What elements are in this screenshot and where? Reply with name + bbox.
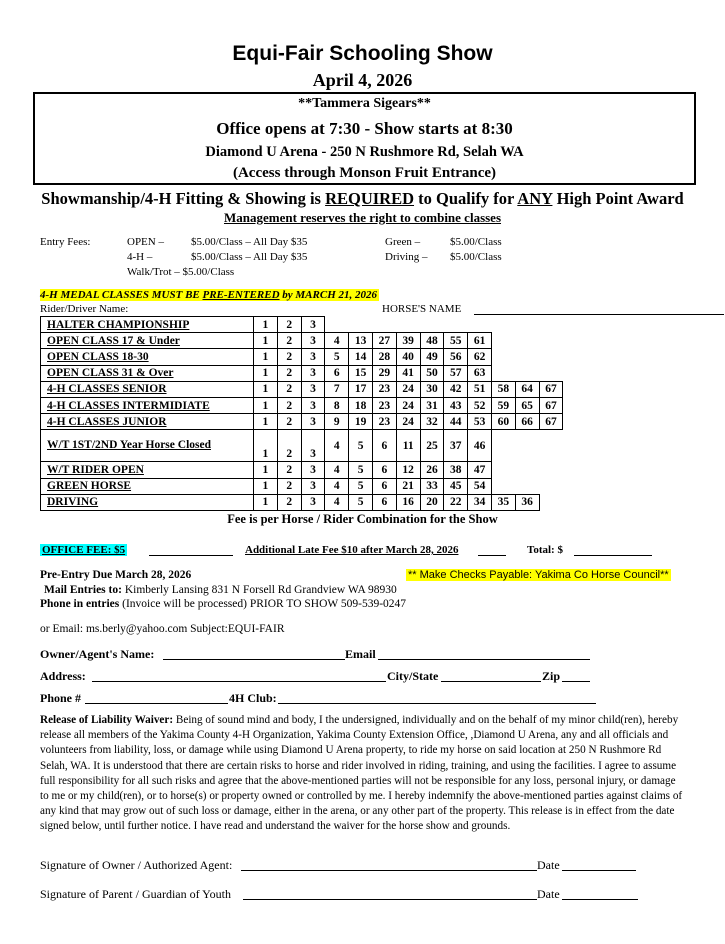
horse-name-line[interactable] (474, 314, 724, 315)
class-number[interactable]: 22 (444, 494, 468, 510)
owner-label: Owner/Agent's Name: (40, 647, 155, 661)
class-number[interactable]: 51 (468, 381, 492, 397)
class-number[interactable]: 6 (372, 462, 396, 478)
class-number[interactable]: 60 (491, 414, 515, 430)
blank-cell (444, 317, 468, 333)
class-table (40, 316, 563, 511)
class-number[interactable]: 65 (515, 397, 539, 413)
phone-label: Phone # (40, 691, 82, 705)
class-row (41, 462, 563, 478)
class-number[interactable]: 1 (254, 430, 278, 462)
club-field[interactable] (278, 692, 596, 704)
class-number[interactable]: 55 (444, 333, 468, 349)
class-number[interactable]: 57 (444, 365, 468, 381)
blank-cell (539, 494, 563, 510)
class-number[interactable]: 2 (277, 414, 301, 430)
blank-cell (420, 317, 444, 333)
class-number[interactable]: 43 (444, 397, 468, 413)
address-field[interactable] (92, 670, 386, 682)
fee-green-value: $5.00/Class (450, 236, 502, 248)
email-entries: or Email: ms.berly@yahoo.com Subject:EQUI-FAIR (40, 623, 285, 635)
class-number[interactable]: 59 (491, 397, 515, 413)
class-number[interactable]: 28 (372, 349, 396, 365)
owner-signature-label: Signature of Owner / Authorized Agent: (40, 858, 233, 872)
class-number[interactable]: 2 (277, 333, 301, 349)
class-number[interactable]: 54 (468, 478, 492, 494)
fee-green-label: Green – (385, 236, 421, 248)
mail-entries: Mail Entries to: Kimberly Lansing 831 N Forsell Rd Grandview WA 98930 (44, 584, 397, 596)
class-number[interactable]: 4 (325, 494, 349, 510)
zip-label: Zip (542, 669, 561, 683)
arena-access: (Access through Monson Fruit Entrance) (232, 165, 497, 181)
zip-field[interactable] (562, 670, 590, 682)
blank-cell (515, 365, 539, 381)
blank-cell (539, 478, 563, 494)
class-number[interactable]: 5 (349, 494, 373, 510)
class-number[interactable]: 67 (539, 397, 563, 413)
rider-horse-row (40, 303, 462, 315)
class-number[interactable]: 17 (349, 381, 373, 397)
class-number[interactable]: 1 (254, 381, 278, 397)
class-number[interactable]: 61 (468, 333, 492, 349)
club-label: 4H Club: (229, 691, 277, 705)
class-number[interactable]: 41 (396, 365, 420, 381)
blank-cell (515, 478, 539, 494)
blank-cell (539, 333, 563, 349)
class-number[interactable]: 3 (301, 349, 325, 365)
class-name: 4-H CLASSES SENIOR (41, 381, 254, 397)
class-name: W/T 1ST/2ND Year Horse Closed (41, 430, 254, 462)
class-number[interactable]: 35 (491, 494, 515, 510)
class-number[interactable]: 62 (468, 349, 492, 365)
class-number[interactable]: 4 (325, 430, 349, 462)
class-name: 4-H CLASSES INTERMIDIATE (41, 397, 254, 413)
class-number[interactable]: 67 (539, 414, 563, 430)
medal-class-notice: 4-H MEDAL CLASSES MUST BE PRE-ENTERED by MARCH 21, 2026 (40, 289, 377, 301)
class-name: W/T RIDER OPEN (41, 462, 254, 478)
class-number[interactable]: 24 (396, 397, 420, 413)
class-row (41, 349, 563, 365)
address-label: Address: (40, 669, 86, 683)
class-number[interactable]: 15 (349, 365, 373, 381)
checks-payable: ** Make Checks Payable: Yakima Co Horse Council** (408, 569, 669, 581)
fee-note: Fee is per Horse / Rider Combination for the Show (227, 512, 498, 526)
class-number[interactable]: 19 (349, 414, 373, 430)
owner-date-label: Date (537, 858, 560, 872)
blank-cell (491, 333, 515, 349)
class-number[interactable]: 2 (277, 462, 301, 478)
class-number[interactable]: 29 (372, 365, 396, 381)
email-label: Email (345, 647, 376, 661)
class-number[interactable]: 31 (420, 397, 444, 413)
class-number[interactable]: 25 (420, 430, 444, 462)
class-number[interactable]: 3 (301, 414, 325, 430)
class-number[interactable]: 2 (277, 397, 301, 413)
blank-cell (468, 317, 492, 333)
blank-cell (491, 365, 515, 381)
class-number[interactable]: 33 (420, 478, 444, 494)
class-row (41, 317, 563, 333)
class-number[interactable]: 56 (444, 349, 468, 365)
class-number[interactable]: 3 (301, 381, 325, 397)
class-number[interactable]: 5 (325, 349, 349, 365)
class-number[interactable]: 2 (277, 349, 301, 365)
class-number[interactable]: 3 (301, 365, 325, 381)
class-row (41, 397, 563, 413)
judge-name: **Tammera Sigears** (298, 96, 431, 111)
office-fee-line[interactable] (149, 555, 233, 556)
blank-cell (396, 317, 420, 333)
class-number[interactable]: 3 (301, 462, 325, 478)
show-info-box (33, 92, 696, 185)
fee-driving-label: Driving – (385, 251, 428, 263)
class-row (41, 365, 563, 381)
fee-open-value: $5.00/Class – All Day $35 (191, 236, 308, 248)
class-number[interactable]: 40 (396, 349, 420, 365)
class-number[interactable]: 34 (468, 494, 492, 510)
class-name: HALTER CHAMPIONSHIP (41, 317, 254, 333)
blank-cell (539, 365, 563, 381)
class-number[interactable]: 30 (420, 381, 444, 397)
total-label: Total: $ (527, 544, 563, 556)
class-number[interactable]: 6 (325, 365, 349, 381)
class-number[interactable]: 1 (254, 414, 278, 430)
phone-field[interactable] (85, 692, 228, 704)
fee-open-label: OPEN – (127, 236, 164, 248)
class-number[interactable]: 2 (277, 494, 301, 510)
class-number[interactable]: 24 (396, 414, 420, 430)
class-number[interactable]: 6 (372, 494, 396, 510)
class-number[interactable]: 47 (468, 462, 492, 478)
class-number[interactable]: 4 (325, 333, 349, 349)
rider-label: Rider/Driver Name: (40, 303, 129, 315)
parent-date-field[interactable] (562, 888, 638, 900)
blank-cell (349, 317, 373, 333)
show-date: April 4, 2026 (312, 70, 413, 90)
class-number[interactable]: 6 (372, 430, 396, 462)
blank-cell (515, 430, 539, 462)
class-number[interactable]: 1 (254, 349, 278, 365)
class-number[interactable]: 67 (539, 381, 563, 397)
blank-cell (491, 462, 515, 478)
blank-cell (491, 430, 515, 462)
citystate-field[interactable] (441, 670, 541, 682)
class-row (41, 381, 563, 397)
class-number[interactable]: 58 (491, 381, 515, 397)
class-number[interactable]: 5 (349, 430, 373, 462)
blank-cell (491, 317, 515, 333)
show-times: Office opens at 7:30 - Show starts at 8:30 (216, 119, 513, 138)
fees-label: Entry Fees: (40, 236, 91, 248)
class-name: OPEN CLASS 18-30 (41, 349, 254, 365)
class-number[interactable]: 36 (515, 494, 539, 510)
owner-date-field[interactable] (562, 859, 636, 871)
class-number[interactable]: 11 (396, 430, 420, 462)
blank-cell (491, 478, 515, 494)
phone-entries: Phone in entries (Invoice will be processed) PRIOR TO SHOW 509-539-0247 (40, 598, 407, 610)
class-number[interactable]: 3 (301, 494, 325, 510)
class-number[interactable]: 53 (468, 414, 492, 430)
management-note: Management reserves the right to combine classes (223, 210, 502, 225)
class-number[interactable]: 4 (325, 478, 349, 494)
fee-4h-value: $5.00/Class – All Day $35 (191, 251, 308, 263)
email-field[interactable] (378, 648, 590, 660)
class-number[interactable]: 2 (277, 365, 301, 381)
class-number[interactable]: 1 (254, 462, 278, 478)
class-number[interactable]: 2 (277, 430, 301, 462)
class-number[interactable]: 21 (396, 478, 420, 494)
class-number[interactable]: 52 (468, 397, 492, 413)
class-number[interactable]: 3 (301, 478, 325, 494)
horse-label: HORSE'S NAME (382, 303, 462, 315)
owner-name-field[interactable] (163, 648, 345, 660)
class-number[interactable]: 64 (515, 381, 539, 397)
late-fee-line[interactable] (478, 555, 506, 556)
class-row (41, 414, 563, 430)
blank-cell (539, 349, 563, 365)
class-number[interactable]: 44 (444, 414, 468, 430)
page-title: Equi-Fair Schooling Show (232, 42, 493, 65)
fee-walktrot: Walk/Trot – $5.00/Class (127, 266, 235, 278)
blank-cell (491, 349, 515, 365)
class-number[interactable]: 63 (468, 365, 492, 381)
class-number[interactable]: 1 (254, 494, 278, 510)
class-number[interactable]: 16 (396, 494, 420, 510)
class-number[interactable]: 37 (444, 430, 468, 462)
blank-cell (539, 462, 563, 478)
blank-cell (539, 430, 563, 462)
class-number[interactable]: 1 (254, 333, 278, 349)
parent-signature-label: Signature of Parent / Guardian of Youth (40, 887, 231, 901)
late-fee: Additional Late Fee $10 after March 28, 2026 (245, 544, 459, 556)
class-number[interactable]: 3 (301, 317, 325, 333)
parent-date-label: Date (537, 887, 560, 901)
total-line[interactable] (574, 555, 652, 556)
blank-cell (515, 349, 539, 365)
high-point-requirement: Showmanship/4-H Fitting & Showing is REQUIRED to Qualify for ANY High Point Award (41, 189, 684, 208)
class-number[interactable]: 14 (349, 349, 373, 365)
class-name: 4-H CLASSES JUNIOR (41, 414, 254, 430)
class-name: OPEN CLASS 31 & Over (41, 365, 254, 381)
class-number[interactable]: 24 (396, 381, 420, 397)
class-row (41, 430, 563, 462)
owner-signature-field[interactable] (241, 859, 537, 871)
citystate-label: City/State (387, 669, 439, 683)
class-number[interactable]: 9 (325, 414, 349, 430)
class-number[interactable]: 6 (372, 478, 396, 494)
class-number[interactable]: 45 (444, 478, 468, 494)
class-row (41, 494, 563, 510)
liability-waiver: Release of Liability Waiver: Being of sound mind and body, I the undersigned, individually and on the behalf of my minor child(ren), hereby release all members of the Yakima County 4-H Organization, Yakima County Extension Office, ,Diamond U Arena, any and all officials and volunteers from liability, loss, or damage while using Diamond U Arena property, to ride my horse on said location at 250 N Rushmore Rd Selah, WA. It is understood that there are certain risks to horse and rider involved in riding, training, and using the facilities. I agree to assume full responsibility for all such risks and agree that the above-mentioned parties will not be responsible for any loss, personal injury, or damage to me or my child(ren), or to horse(s) or property owned or controlled by me. I hereby indemnify the above-mentioned parties against claims of any kind that may grow out of such loss or damage, either in the arena, or any other part of the property. This release is in effect from the date signed below, until further notice. I have read and understand the waiver for the horse show and grounds. (40, 714, 683, 833)
class-number[interactable]: 3 (301, 333, 325, 349)
class-number[interactable]: 1 (254, 478, 278, 494)
class-name: GREEN HORSE (41, 478, 254, 494)
class-number[interactable]: 49 (420, 349, 444, 365)
blank-cell (325, 317, 349, 333)
class-number[interactable]: 13 (349, 333, 373, 349)
class-number[interactable]: 38 (444, 462, 468, 478)
class-number[interactable]: 20 (420, 494, 444, 510)
class-number[interactable]: 39 (396, 333, 420, 349)
class-number[interactable]: 23 (372, 414, 396, 430)
class-name: DRIVING (41, 494, 254, 510)
show-location: Diamond U Arena - 250 N Rushmore Rd, Selah WA (205, 144, 524, 160)
class-number[interactable]: 12 (396, 462, 420, 478)
class-number[interactable]: 48 (420, 333, 444, 349)
class-number[interactable]: 3 (301, 430, 325, 462)
blank-cell (515, 333, 539, 349)
parent-signature-field[interactable] (243, 888, 537, 900)
class-number[interactable]: 4 (325, 462, 349, 478)
class-number[interactable]: 32 (420, 414, 444, 430)
class-number[interactable]: 1 (254, 397, 278, 413)
class-number[interactable]: 26 (420, 462, 444, 478)
class-number[interactable]: 42 (444, 381, 468, 397)
class-number[interactable]: 1 (254, 317, 278, 333)
class-number[interactable]: 23 (372, 381, 396, 397)
pre-entry-due: Pre-Entry Due March 28, 2026 (40, 569, 192, 581)
class-number[interactable]: 5 (349, 478, 373, 494)
class-number[interactable]: 2 (277, 381, 301, 397)
class-number[interactable]: 50 (420, 365, 444, 381)
class-number[interactable]: 1 (254, 365, 278, 381)
class-number[interactable]: 18 (349, 397, 373, 413)
class-number[interactable]: 5 (349, 462, 373, 478)
class-name: OPEN CLASS 17 & Under (41, 333, 254, 349)
class-number[interactable]: 2 (277, 317, 301, 333)
office-fee: OFFICE FEE: $5 (42, 544, 126, 556)
class-number[interactable]: 2 (277, 478, 301, 494)
class-number[interactable]: 3 (301, 397, 325, 413)
class-row (41, 333, 563, 349)
class-number[interactable]: 27 (372, 333, 396, 349)
class-number[interactable]: 8 (325, 397, 349, 413)
class-number[interactable]: 23 (372, 397, 396, 413)
class-number[interactable]: 7 (325, 381, 349, 397)
fee-4h-label: 4-H – (127, 251, 153, 263)
blank-cell (515, 317, 539, 333)
class-number[interactable]: 46 (468, 430, 492, 462)
class-number[interactable]: 66 (515, 414, 539, 430)
class-row (41, 478, 563, 494)
fee-driving-value: $5.00/Class (450, 251, 502, 263)
blank-cell (372, 317, 396, 333)
blank-cell (515, 462, 539, 478)
blank-cell (539, 317, 563, 333)
